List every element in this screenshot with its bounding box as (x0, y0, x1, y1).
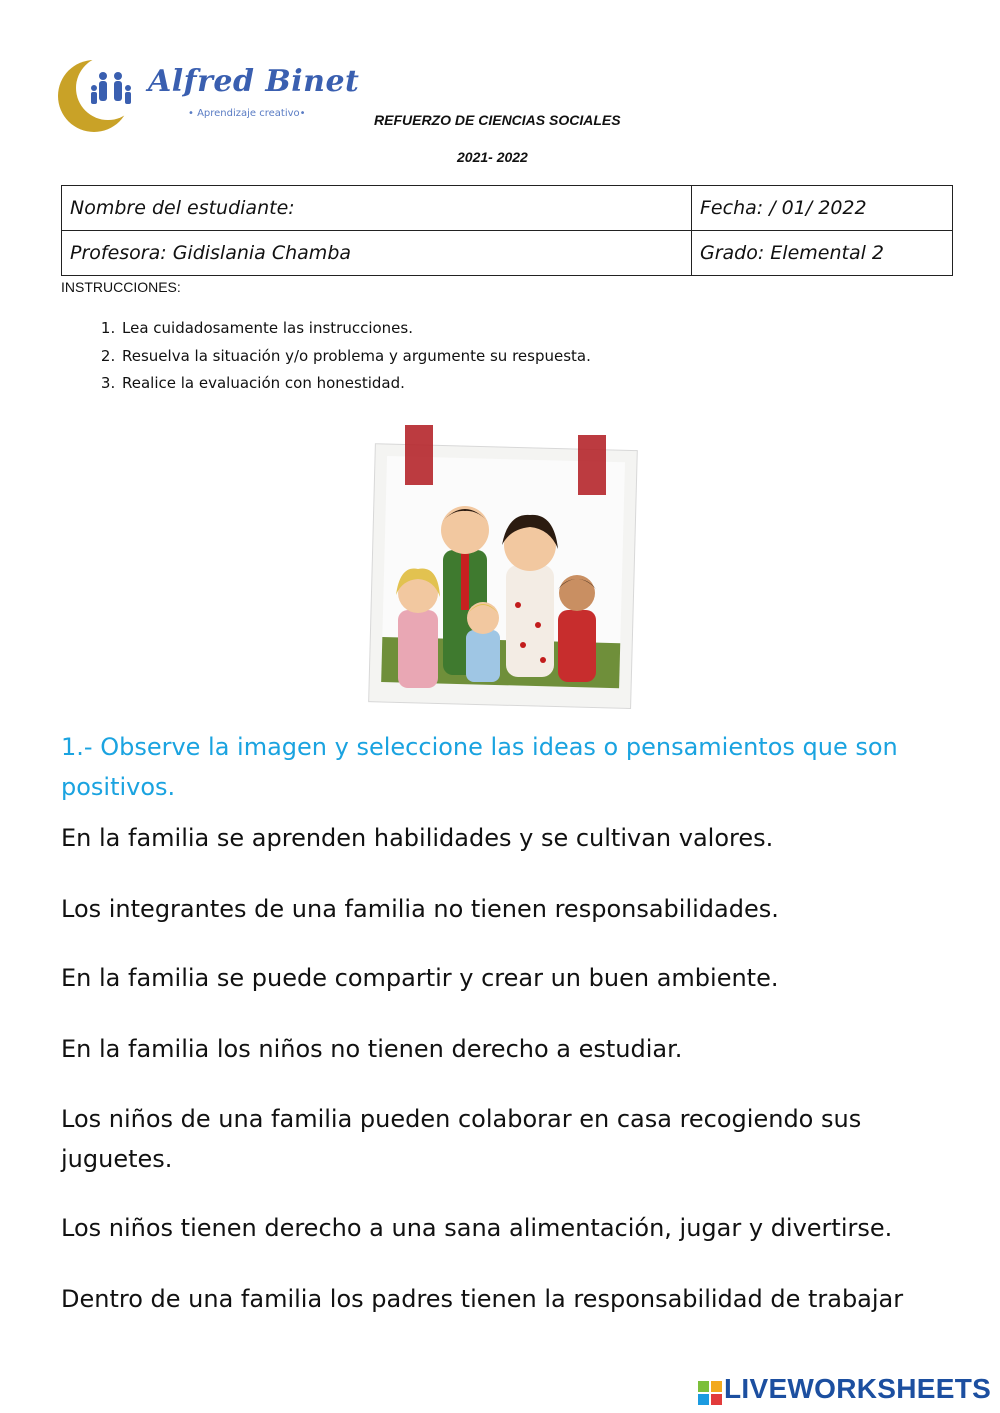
date-field[interactable]: Fecha: / 01/ 2022 (692, 186, 953, 231)
girl-doll (396, 569, 440, 688)
question-1: 1.- Observe la imagen y seleccione las ideas o pensamientos que son positivos. (61, 733, 898, 801)
mother-doll (502, 515, 558, 677)
instructions-list (61, 315, 591, 398)
family-dolls-photo (358, 425, 638, 715)
statement-option[interactable]: Dentro de una familia los padres tienen la responsabilidad de trabajar (61, 1285, 904, 1313)
teacher-cell: Profesora: Gidislania Chamba (62, 231, 692, 276)
boy-doll (558, 575, 596, 682)
student-info-table (61, 185, 953, 276)
grade-cell: Grado: Elemental 2 (692, 231, 953, 276)
instruction-item: 1. Lea cuidadosamente las instrucciones. (120, 315, 591, 343)
instruction-item: 3. Realice la evaluación con honestidad. (120, 370, 591, 398)
statement-option[interactable]: Los niños de una familia pueden colaborar en casa recogiendo sus juguetes. (61, 1105, 862, 1173)
instruction-item: 2. Resuelva la situación y/o problema y argumente su respuesta. (120, 343, 591, 371)
logo-tagline: • Aprendizaje creativo• (188, 108, 306, 119)
school-year: 2021- 2022 (457, 149, 528, 165)
statement-option[interactable]: En la familia se puede compartir y crear un buen ambiente. (61, 964, 779, 992)
liveworksheets-brand: LIVEWORKSHEETS (724, 1373, 992, 1404)
statement-option[interactable]: En la familia los niños no tienen derecho a estudiar. (61, 1035, 683, 1063)
tape-left (405, 425, 433, 485)
document-title: REFUERZO DE CIENCIAS SOCIALES (374, 112, 621, 128)
statement-option[interactable]: En la familia se aprenden habilidades y se cultivan valores. (61, 824, 774, 852)
statement-option[interactable]: Los integrantes de una familia no tienen responsabilidades. (61, 895, 779, 923)
logo-brand-name: Alfred Binet (148, 64, 360, 99)
baby-doll (466, 602, 500, 682)
instructions-title: INSTRUCCIONES: (61, 279, 181, 295)
statement-option[interactable]: Los niños tienen derecho a una sana alimentación, jugar y divertirse. (61, 1214, 893, 1242)
moon-family-icon (58, 58, 140, 132)
liveworksheets-logo-icon (698, 1376, 722, 1410)
tape-right (578, 435, 606, 495)
student-name-field[interactable]: Nombre del estudiante: (62, 186, 692, 231)
